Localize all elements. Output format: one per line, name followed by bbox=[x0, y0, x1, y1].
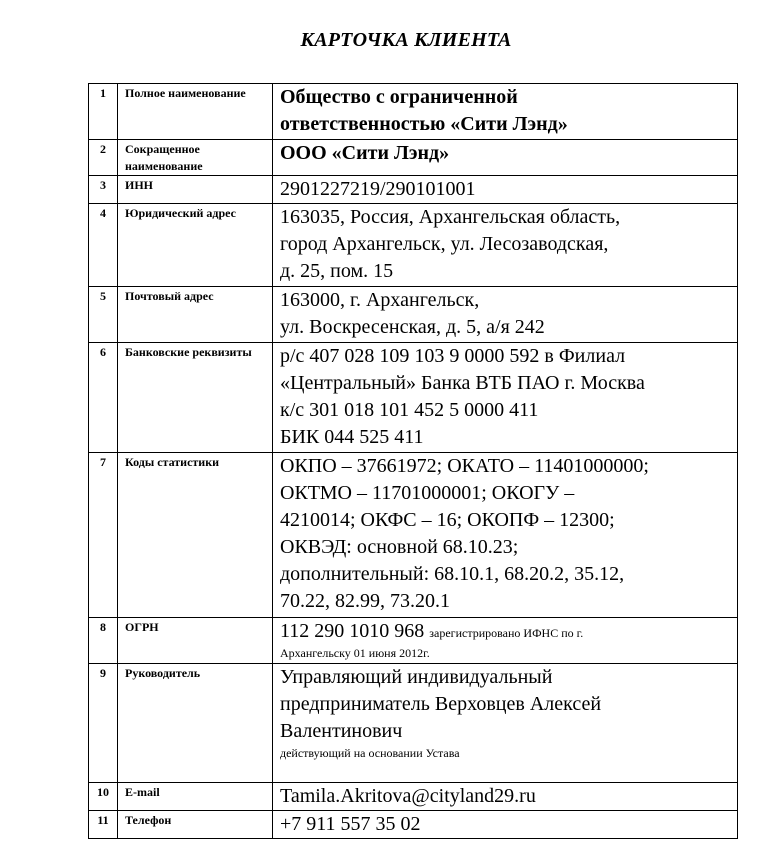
row-number: 8 bbox=[89, 618, 118, 664]
row-label: Коды статистики bbox=[118, 453, 273, 618]
row-label: Юридический адрес bbox=[118, 204, 273, 287]
row-label: Руководитель bbox=[118, 664, 273, 783]
row-number: 6 bbox=[89, 343, 118, 453]
short-name-value: ООО «Сити Лэнд» bbox=[273, 140, 738, 176]
row-label: Почтовый адрес bbox=[118, 287, 273, 343]
row-number: 3 bbox=[89, 176, 118, 204]
table-row bbox=[89, 84, 738, 140]
row-number: 2 bbox=[89, 140, 118, 176]
row-label: ИНН bbox=[118, 176, 273, 204]
legal-address-value: 163035, Россия, Архангельская область, город Архангельск, ул. Лесозаводская, д. 25, пом. 15 bbox=[273, 204, 738, 287]
director-value: Управляющий индивидуальный предприниматель Верховцев Алексей Валентинович действующий на основании Устава bbox=[273, 664, 738, 783]
table-row bbox=[89, 453, 738, 618]
row-number: 4 bbox=[89, 204, 118, 287]
row-label: ОГРН bbox=[118, 618, 273, 664]
table-row bbox=[89, 140, 738, 176]
bank-details-value: р/с 407 028 109 103 9 0000 592 в Филиал «Центральный» Банка ВТБ ПАО г. Москва к/с 301 018 101 452 5 0000 411 БИК 044 525 411 bbox=[273, 343, 738, 453]
row-number: 7 bbox=[89, 453, 118, 618]
table-row bbox=[89, 811, 738, 839]
inn-value: 2901227219/290101001 bbox=[273, 176, 738, 204]
row-number: 10 bbox=[89, 783, 118, 811]
row-number: 9 bbox=[89, 664, 118, 783]
ogrn-value: 112 290 1010 968 зарегистрировано ИФНС по г. Архангельску 01 июня 2012г. bbox=[273, 618, 738, 664]
table-row bbox=[89, 618, 738, 664]
email-value: Tamila.Akritova@cityland29.ru bbox=[273, 783, 738, 811]
row-label: Банковские реквизиты bbox=[118, 343, 273, 453]
phone-value: +7 911 557 35 02 bbox=[273, 811, 738, 839]
row-number: 5 bbox=[89, 287, 118, 343]
row-label: Сокращенное наименование bbox=[118, 140, 273, 176]
table-row bbox=[89, 783, 738, 811]
row-label: Полное наименование bbox=[118, 84, 273, 140]
full-name-value: Общество с ограниченной ответственностью «Сити Лэнд» bbox=[273, 84, 738, 140]
page-title: КАРТОЧКА КЛИЕНТА bbox=[300, 29, 512, 51]
postal-address-value: 163000, г. Архангельск, ул. Воскресенская, д. 5, а/я 242 bbox=[273, 287, 738, 343]
table-row bbox=[89, 176, 738, 204]
table-row bbox=[89, 664, 738, 783]
table-row bbox=[89, 287, 738, 343]
row-number: 1 bbox=[89, 84, 118, 140]
row-number: 11 bbox=[89, 811, 118, 839]
statistics-codes-value: ОКПО – 37661972; ОКАТО – 11401000000; ОКТМО – 11701000001; ОКОГУ – 4210014; ОКФС – 16; ОКОПФ – 12300; ОКВЭД: основной 68.10.23; дополнительный: 68.10.1, 68.20.2, 35.12, 70.22, 82.99, 73.20.1 bbox=[273, 453, 738, 618]
table-row bbox=[89, 204, 738, 287]
client-card-table bbox=[88, 83, 738, 839]
row-label: E-mail bbox=[118, 783, 273, 811]
row-label: Телефон bbox=[118, 811, 273, 839]
table-row bbox=[89, 343, 738, 453]
